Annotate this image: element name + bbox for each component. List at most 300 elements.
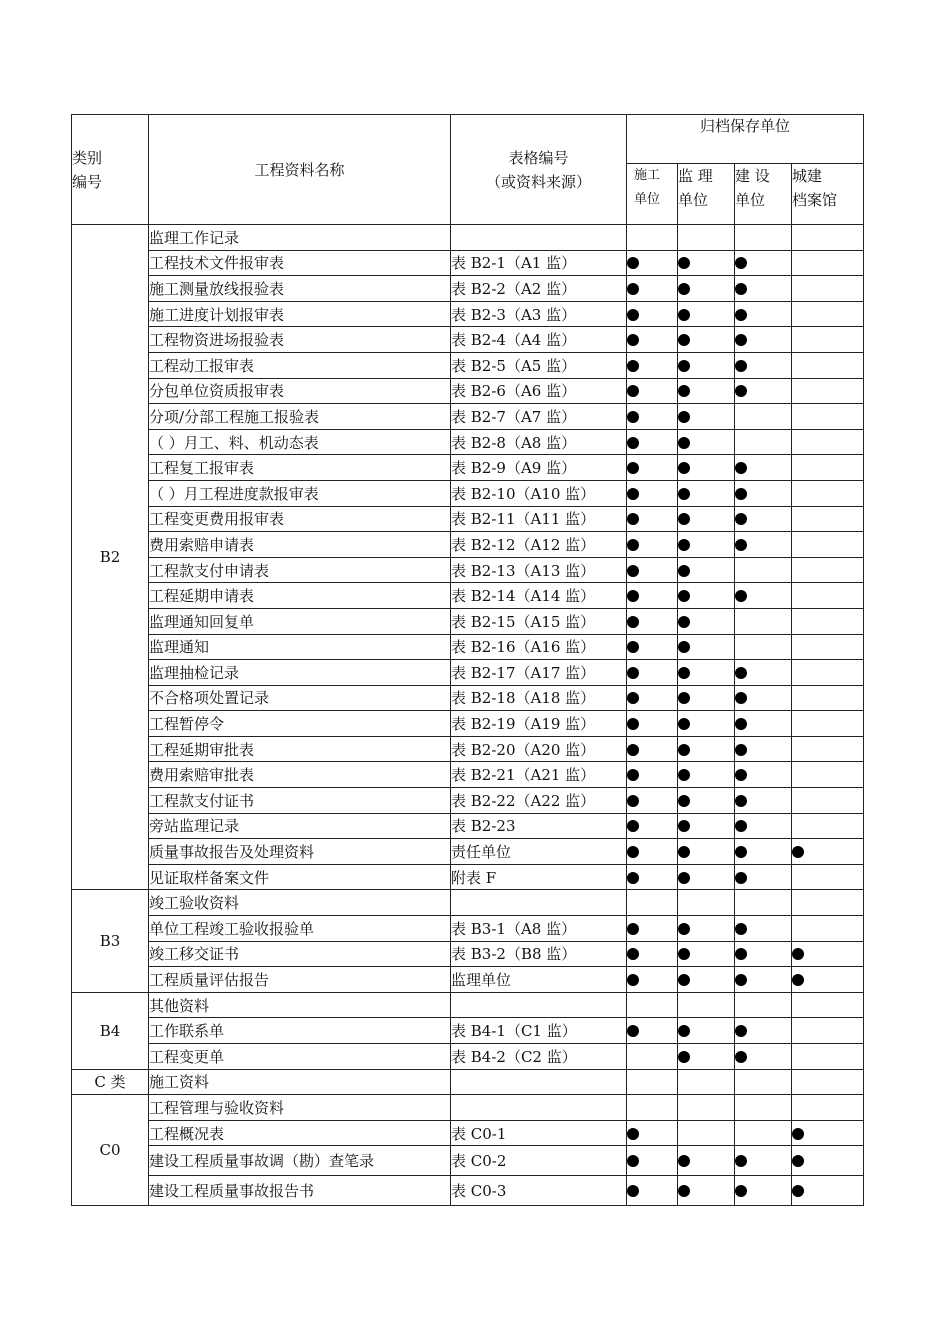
archive-mark-cell [735, 250, 792, 276]
document-name: 施工进度计划报审表 [149, 301, 451, 327]
table-row [72, 967, 864, 993]
archive-mark-cell [735, 1069, 792, 1095]
archive-mark-cell [678, 250, 735, 276]
document-name: （ ）月工程进度款报审表 [149, 480, 451, 506]
filled-circle-icon [678, 948, 690, 960]
table-row [72, 1018, 864, 1044]
filled-circle-icon [735, 769, 747, 781]
archive-mark-cell [735, 327, 792, 353]
archive-mark-cell [678, 736, 735, 762]
category-code: C0 [72, 1095, 149, 1206]
archive-mark-cell [735, 352, 792, 378]
filled-circle-icon [792, 1155, 804, 1167]
table-row [72, 685, 864, 711]
document-name: （ ）月工、料、机动态表 [149, 429, 451, 455]
table-row [72, 250, 864, 276]
document-name: 监理通知回复单 [149, 608, 451, 634]
document-name: 建设工程质量事故调（勘）查笔录 [149, 1146, 451, 1176]
archive-mark-cell [792, 327, 864, 353]
archive-mark-cell [627, 429, 678, 455]
archive-mark-cell [792, 685, 864, 711]
document-name: 施工资料 [149, 1069, 451, 1095]
table-row [72, 660, 864, 686]
document-name: 工程延期审批表 [149, 736, 451, 762]
form-number: 表 C0-3 [451, 1176, 627, 1206]
archive-mark-cell [792, 506, 864, 532]
archive-mark-cell [678, 608, 735, 634]
filled-circle-icon [678, 539, 690, 551]
form-number: 表 B2-5（A5 监） [451, 352, 627, 378]
document-name: 质量事故报告及处理资料 [149, 839, 451, 865]
filled-circle-icon [627, 283, 639, 295]
table-row [72, 404, 864, 430]
archive-mark-cell [792, 608, 864, 634]
form-number: 表 B2-1（A1 监） [451, 250, 627, 276]
archive-mark-cell [627, 404, 678, 430]
table-row [72, 839, 864, 865]
archive-mark-cell [735, 992, 792, 1018]
form-number [451, 1095, 627, 1121]
filled-circle-icon [735, 1025, 747, 1037]
archive-mark-cell [678, 352, 735, 378]
filled-circle-icon [627, 923, 639, 935]
archive-mark-cell [678, 1069, 735, 1095]
filled-circle-icon [627, 513, 639, 525]
filled-circle-icon [627, 692, 639, 704]
archive-mark-cell [792, 813, 864, 839]
form-number: 表 B2-3（A3 监） [451, 301, 627, 327]
filled-circle-icon [678, 974, 690, 986]
document-name: 工程概况表 [149, 1120, 451, 1146]
table-row [72, 1095, 864, 1121]
archive-mark-cell [792, 250, 864, 276]
archive-mark-cell [792, 864, 864, 890]
table-row [72, 378, 864, 404]
table-row [72, 864, 864, 890]
archive-mark-cell [792, 583, 864, 609]
filled-circle-icon [627, 334, 639, 346]
archive-mark-cell [678, 1044, 735, 1070]
filled-circle-icon [627, 411, 639, 423]
filled-circle-icon [678, 769, 690, 781]
header-form [451, 115, 627, 225]
archive-mark-cell [792, 225, 864, 251]
header-unit-archive-text: 城建 档案馆 [792, 167, 838, 209]
archive-mark-cell [735, 864, 792, 890]
filled-circle-icon [735, 1051, 747, 1063]
header-unit-construction [627, 164, 678, 225]
archive-mark-cell [735, 839, 792, 865]
table-body [72, 225, 864, 1206]
header-unit-supervision-text: 监 理 单位 [678, 167, 713, 209]
document-name: 工程复工报审表 [149, 455, 451, 481]
form-number: 表 B2-7（A7 监） [451, 404, 627, 430]
archive-mark-cell [735, 660, 792, 686]
filled-circle-icon [735, 360, 747, 372]
archive-mark-cell [792, 941, 864, 967]
form-number: 表 C0-2 [451, 1146, 627, 1176]
archive-mark-cell [627, 480, 678, 506]
filled-circle-icon [735, 795, 747, 807]
filled-circle-icon [678, 820, 690, 832]
filled-circle-icon [678, 283, 690, 295]
archive-mark-cell [627, 608, 678, 634]
table-row [72, 480, 864, 506]
header-name [149, 115, 451, 225]
archive-mark-cell [627, 327, 678, 353]
archive-mark-cell [627, 583, 678, 609]
archive-mark-cell [792, 839, 864, 865]
table-row [72, 941, 864, 967]
archive-mark-cell [792, 378, 864, 404]
archive-mark-cell [627, 711, 678, 737]
archive-mark-cell [792, 762, 864, 788]
filled-circle-icon [678, 1025, 690, 1037]
filled-circle-icon [678, 565, 690, 577]
filled-circle-icon [735, 590, 747, 602]
archive-mark-cell [678, 685, 735, 711]
category-code: B2 [72, 225, 149, 890]
archive-mark-cell [678, 660, 735, 686]
archive-mark-cell [792, 1018, 864, 1044]
archive-mark-cell [678, 864, 735, 890]
archive-mark-cell [627, 941, 678, 967]
document-name: 费用索赔申请表 [149, 532, 451, 558]
document-name: 工程管理与验收资料 [149, 1095, 451, 1121]
table-row [72, 634, 864, 660]
form-number: 表 B2-4（A4 监） [451, 327, 627, 353]
archive-mark-cell [792, 736, 864, 762]
form-number: 表 B2-22（A22 监） [451, 788, 627, 814]
archive-mark-cell [792, 532, 864, 558]
document-name: 工程变更费用报审表 [149, 506, 451, 532]
filled-circle-icon [627, 769, 639, 781]
archive-mark-cell [792, 711, 864, 737]
table-row [72, 327, 864, 353]
archive-mark-cell [627, 813, 678, 839]
archive-mark-cell [678, 967, 735, 993]
archive-mark-cell [792, 301, 864, 327]
category-code: B4 [72, 992, 149, 1069]
filled-circle-icon [678, 846, 690, 858]
archive-mark-cell [678, 557, 735, 583]
filled-circle-icon [735, 283, 747, 295]
archive-mark-cell [792, 992, 864, 1018]
archive-mark-cell [735, 301, 792, 327]
archive-mark-cell [735, 455, 792, 481]
archive-mark-cell [735, 404, 792, 430]
archive-mark-cell [678, 916, 735, 942]
archive-mark-cell [627, 1069, 678, 1095]
form-number: 表 B2-15（A15 监） [451, 608, 627, 634]
table-row [72, 736, 864, 762]
filled-circle-icon [627, 462, 639, 474]
filled-circle-icon [627, 718, 639, 730]
filled-circle-icon [678, 360, 690, 372]
filled-circle-icon [627, 795, 639, 807]
filled-circle-icon [678, 385, 690, 397]
form-number: 表 B2-19（A19 监） [451, 711, 627, 737]
archive-mark-cell [678, 992, 735, 1018]
archive-mark-cell [627, 916, 678, 942]
document-name: 工程技术文件报审表 [149, 250, 451, 276]
table-row [72, 429, 864, 455]
document-name: 工作联系单 [149, 1018, 451, 1044]
filled-circle-icon [627, 437, 639, 449]
filled-circle-icon [627, 948, 639, 960]
archive-mark-cell [678, 1146, 735, 1176]
archive-mark-cell [735, 762, 792, 788]
form-number: 表 B4-2（C2 监） [451, 1044, 627, 1070]
document-name: 费用索赔审批表 [149, 762, 451, 788]
filled-circle-icon [735, 923, 747, 935]
document-name: 工程款支付申请表 [149, 557, 451, 583]
archive-table [71, 114, 864, 1206]
table-row [72, 992, 864, 1018]
filled-circle-icon [678, 1155, 690, 1167]
archive-mark-cell [735, 583, 792, 609]
table-row [72, 532, 864, 558]
document-name: 不合格项处置记录 [149, 685, 451, 711]
archive-mark-cell [678, 788, 735, 814]
archive-mark-cell [627, 992, 678, 1018]
document-name: 分项/分部工程施工报验表 [149, 404, 451, 430]
header-category-text: 类别 编号 [72, 148, 103, 191]
archive-mark-cell [735, 736, 792, 762]
filled-circle-icon [792, 1185, 804, 1197]
form-number: 表 B2-10（A10 监） [451, 480, 627, 506]
table-row [72, 583, 864, 609]
form-number: 表 B2-12（A12 监） [451, 532, 627, 558]
table-row [72, 506, 864, 532]
archive-mark-cell [792, 1069, 864, 1095]
form-number [451, 992, 627, 1018]
archive-mark-cell [735, 788, 792, 814]
archive-mark-cell [678, 327, 735, 353]
table-row [72, 711, 864, 737]
filled-circle-icon [678, 795, 690, 807]
filled-circle-icon [627, 309, 639, 321]
form-number: 监理单位 [451, 967, 627, 993]
category-code: B3 [72, 890, 149, 992]
archive-mark-cell [735, 276, 792, 302]
filled-circle-icon [678, 692, 690, 704]
archive-mark-cell [627, 1146, 678, 1176]
archive-mark-cell [627, 660, 678, 686]
archive-mark-cell [627, 378, 678, 404]
form-number: 表 B2-18（A18 监） [451, 685, 627, 711]
filled-circle-icon [627, 360, 639, 372]
filled-circle-icon [678, 513, 690, 525]
archive-mark-cell [792, 352, 864, 378]
table-row [72, 1146, 864, 1176]
filled-circle-icon [627, 641, 639, 653]
form-number: 表 B2-9（A9 监） [451, 455, 627, 481]
archive-mark-cell [678, 1120, 735, 1146]
table-row [72, 788, 864, 814]
filled-circle-icon [735, 385, 747, 397]
archive-mark-cell [735, 711, 792, 737]
archive-mark-cell [627, 762, 678, 788]
filled-circle-icon [792, 948, 804, 960]
archive-mark-cell [627, 301, 678, 327]
filled-circle-icon [735, 513, 747, 525]
archive-mark-cell [792, 967, 864, 993]
form-number: 表 B2-21（A21 监） [451, 762, 627, 788]
archive-mark-cell [627, 967, 678, 993]
filled-circle-icon [735, 488, 747, 500]
filled-circle-icon [735, 1155, 747, 1167]
document-name: 建设工程质量事故报告书 [149, 1176, 451, 1206]
archive-mark-cell [735, 685, 792, 711]
archive-mark-cell [792, 1176, 864, 1206]
filled-circle-icon [678, 872, 690, 884]
filled-circle-icon [792, 974, 804, 986]
form-number [451, 890, 627, 916]
archive-mark-cell [627, 276, 678, 302]
table-row [72, 1044, 864, 1070]
archive-mark-cell [678, 711, 735, 737]
archive-mark-cell [735, 480, 792, 506]
table-row [72, 916, 864, 942]
archive-mark-cell [627, 685, 678, 711]
archive-mark-cell [627, 839, 678, 865]
archive-mark-cell [792, 480, 864, 506]
form-number: 表 B3-1（A8 监） [451, 916, 627, 942]
filled-circle-icon [735, 309, 747, 321]
archive-mark-cell [678, 762, 735, 788]
table-row [72, 276, 864, 302]
archive-mark-cell [792, 1120, 864, 1146]
document-name: 工程物资进场报验表 [149, 327, 451, 353]
table-row [72, 608, 864, 634]
archive-mark-cell [735, 967, 792, 993]
archive-mark-cell [678, 429, 735, 455]
document-name: 工程质量评估报告 [149, 967, 451, 993]
archive-mark-cell [627, 557, 678, 583]
table-row [72, 352, 864, 378]
filled-circle-icon [678, 718, 690, 730]
filled-circle-icon [678, 923, 690, 935]
filled-circle-icon [627, 616, 639, 628]
filled-circle-icon [678, 590, 690, 602]
document-name: 单位工程竣工验收报验单 [149, 916, 451, 942]
table-row [72, 762, 864, 788]
archive-mark-cell [792, 634, 864, 660]
form-number: 表 B2-6（A6 监） [451, 378, 627, 404]
archive-mark-cell [792, 788, 864, 814]
filled-circle-icon [678, 1051, 690, 1063]
archive-mark-cell [735, 532, 792, 558]
header-unit-archive [792, 164, 864, 225]
archive-mark-cell [678, 813, 735, 839]
filled-circle-icon [735, 257, 747, 269]
filled-circle-icon [735, 948, 747, 960]
archive-mark-cell [627, 788, 678, 814]
filled-circle-icon [627, 1155, 639, 1167]
filled-circle-icon [627, 1185, 639, 1197]
archive-mark-cell [627, 506, 678, 532]
archive-mark-cell [627, 1044, 678, 1070]
filled-circle-icon [627, 385, 639, 397]
archive-mark-cell [678, 890, 735, 916]
archive-mark-cell [735, 608, 792, 634]
form-number: 附表 F [451, 864, 627, 890]
archive-mark-cell [735, 506, 792, 532]
archive-mark-cell [735, 941, 792, 967]
archive-mark-cell [627, 1176, 678, 1206]
header-unit-construction-text: 施工 单位 [634, 168, 661, 207]
form-number: 表 C0-1 [451, 1120, 627, 1146]
archive-mark-cell [678, 532, 735, 558]
category-code: C 类 [72, 1069, 149, 1095]
filled-circle-icon [678, 334, 690, 346]
form-number: 表 B2-11（A11 监） [451, 506, 627, 532]
archive-mark-cell [678, 1095, 735, 1121]
filled-circle-icon [678, 411, 690, 423]
archive-mark-cell [678, 301, 735, 327]
filled-circle-icon [627, 744, 639, 756]
filled-circle-icon [678, 641, 690, 653]
archive-mark-cell [678, 225, 735, 251]
archive-mark-cell [735, 1018, 792, 1044]
table-row [72, 1176, 864, 1206]
archive-mark-cell [792, 1095, 864, 1121]
filled-circle-icon [735, 744, 747, 756]
archive-mark-cell [792, 557, 864, 583]
form-number [451, 1069, 627, 1095]
table-row [72, 455, 864, 481]
table-row [72, 301, 864, 327]
document-name: 工程暂停令 [149, 711, 451, 737]
filled-circle-icon [678, 437, 690, 449]
archive-mark-cell [678, 455, 735, 481]
filled-circle-icon [627, 820, 639, 832]
archive-mark-cell [735, 1176, 792, 1206]
document-name: 监理通知 [149, 634, 451, 660]
filled-circle-icon [627, 846, 639, 858]
filled-circle-icon [735, 872, 747, 884]
form-number: 表 B2-14（A14 监） [451, 583, 627, 609]
filled-circle-icon [735, 334, 747, 346]
header-unit-owner [735, 164, 792, 225]
archive-mark-cell [792, 455, 864, 481]
filled-circle-icon [627, 667, 639, 679]
form-number: 表 B2-16（A16 监） [451, 634, 627, 660]
table-row [72, 1120, 864, 1146]
filled-circle-icon [735, 974, 747, 986]
archive-mark-cell [678, 1018, 735, 1044]
filled-circle-icon [735, 539, 747, 551]
filled-circle-icon [678, 488, 690, 500]
document-name: 监理工作记录 [149, 225, 451, 251]
document-name: 工程变更单 [149, 1044, 451, 1070]
archive-mark-cell [627, 352, 678, 378]
document-name: 施工测量放线报验表 [149, 276, 451, 302]
filled-circle-icon [627, 257, 639, 269]
filled-circle-icon [735, 692, 747, 704]
form-number: 表 B4-1（C1 监） [451, 1018, 627, 1044]
table-row [72, 890, 864, 916]
filled-circle-icon [735, 1185, 747, 1197]
archive-mark-cell [678, 1176, 735, 1206]
archive-mark-cell [735, 429, 792, 455]
filled-circle-icon [627, 1128, 639, 1140]
archive-mark-cell [627, 225, 678, 251]
archive-mark-cell [627, 1120, 678, 1146]
form-number: 表 B2-23 [451, 813, 627, 839]
archive-mark-cell [627, 736, 678, 762]
